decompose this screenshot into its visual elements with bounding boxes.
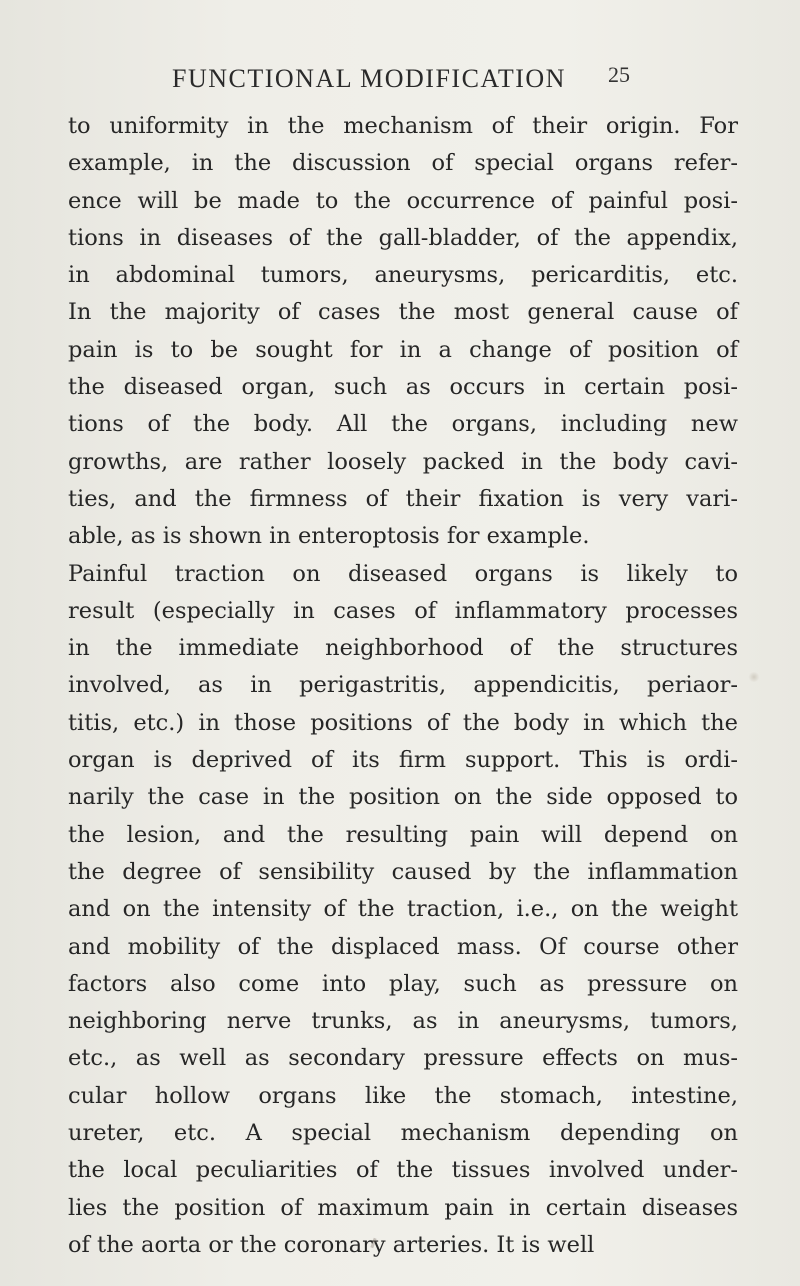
text-line: to uniformity in the mechanism of their origin. For xyxy=(68,113,738,139)
text-line: tions in diseases of the gall-bladder, of the appendix, xyxy=(68,224,738,251)
page-header xyxy=(0,60,800,100)
text-line: example, in the discussion of special organs refer- xyxy=(68,150,738,177)
text-line: tions of the body. All the organs, including new xyxy=(68,411,738,438)
page-number: 25 xyxy=(608,62,630,87)
text-line: involved, as in perigastritis, appendicitis, periaor- xyxy=(68,672,738,699)
text-line: ties, and the firmness of their fixation is very vari- xyxy=(68,485,738,512)
text-line: the diseased organ, such as occurs in certain posi- xyxy=(68,374,738,401)
text-line: factors also come into play, such as pressure on xyxy=(68,970,738,997)
text-line: in the immediate neighborhood of the structures xyxy=(68,635,738,662)
text-line: the degree of sensibility caused by the inflammation xyxy=(68,858,738,885)
text-line: the local peculiarities of the tissues involved under- xyxy=(68,1157,738,1184)
text-line: ence will be made to the occurrence of painful posi- xyxy=(68,187,738,214)
text-line: able, as is shown in enteroptosis for example. xyxy=(68,523,590,550)
running-head: FUNCTIONAL MODIFICATION xyxy=(172,64,566,93)
text-line: organ is deprived of its firm support. This is ordi- xyxy=(68,747,738,774)
text-line: and mobility of the displaced mass. Of course other xyxy=(68,933,738,960)
text-line: of the aorta or the coronary arteries. It is well xyxy=(68,1231,595,1258)
text-line: the lesion, and the resulting pain will depend on xyxy=(68,821,738,848)
text-line: Painful traction on diseased organs is likely to xyxy=(68,560,738,587)
text-line: neighboring nerve trunks, as in aneurysms, tumors, xyxy=(68,1008,738,1035)
text-line: in abdominal tumors, aneurysms, pericarditis, etc. xyxy=(68,262,738,289)
text-line: titis, etc.) in those positions of the body in which the xyxy=(68,709,738,736)
text-line: In the majority of cases the most general cause of xyxy=(68,299,738,326)
text-line: ureter, etc. A special mechanism depending on xyxy=(68,1120,738,1147)
paper-blemish xyxy=(748,672,760,682)
text-line: etc., as well as secondary pressure effects on mus- xyxy=(68,1045,738,1072)
text-line: result (especially in cases of inflammatory processes xyxy=(68,597,738,624)
text-line: growths, are rather loosely packed in the body cavi- xyxy=(68,448,738,475)
text-line: cular hollow organs like the stomach, intestine, xyxy=(68,1082,738,1109)
text-line: narily the case in the position on the side opposed to xyxy=(68,784,738,811)
text-line: and on the intensity of the traction, i.e., on the weight xyxy=(68,896,738,923)
text-line: pain is to be sought for in a change of position of xyxy=(68,336,738,363)
body-text xyxy=(68,108,738,1264)
text-line: lies the position of maximum pain in certain diseases xyxy=(68,1194,738,1221)
